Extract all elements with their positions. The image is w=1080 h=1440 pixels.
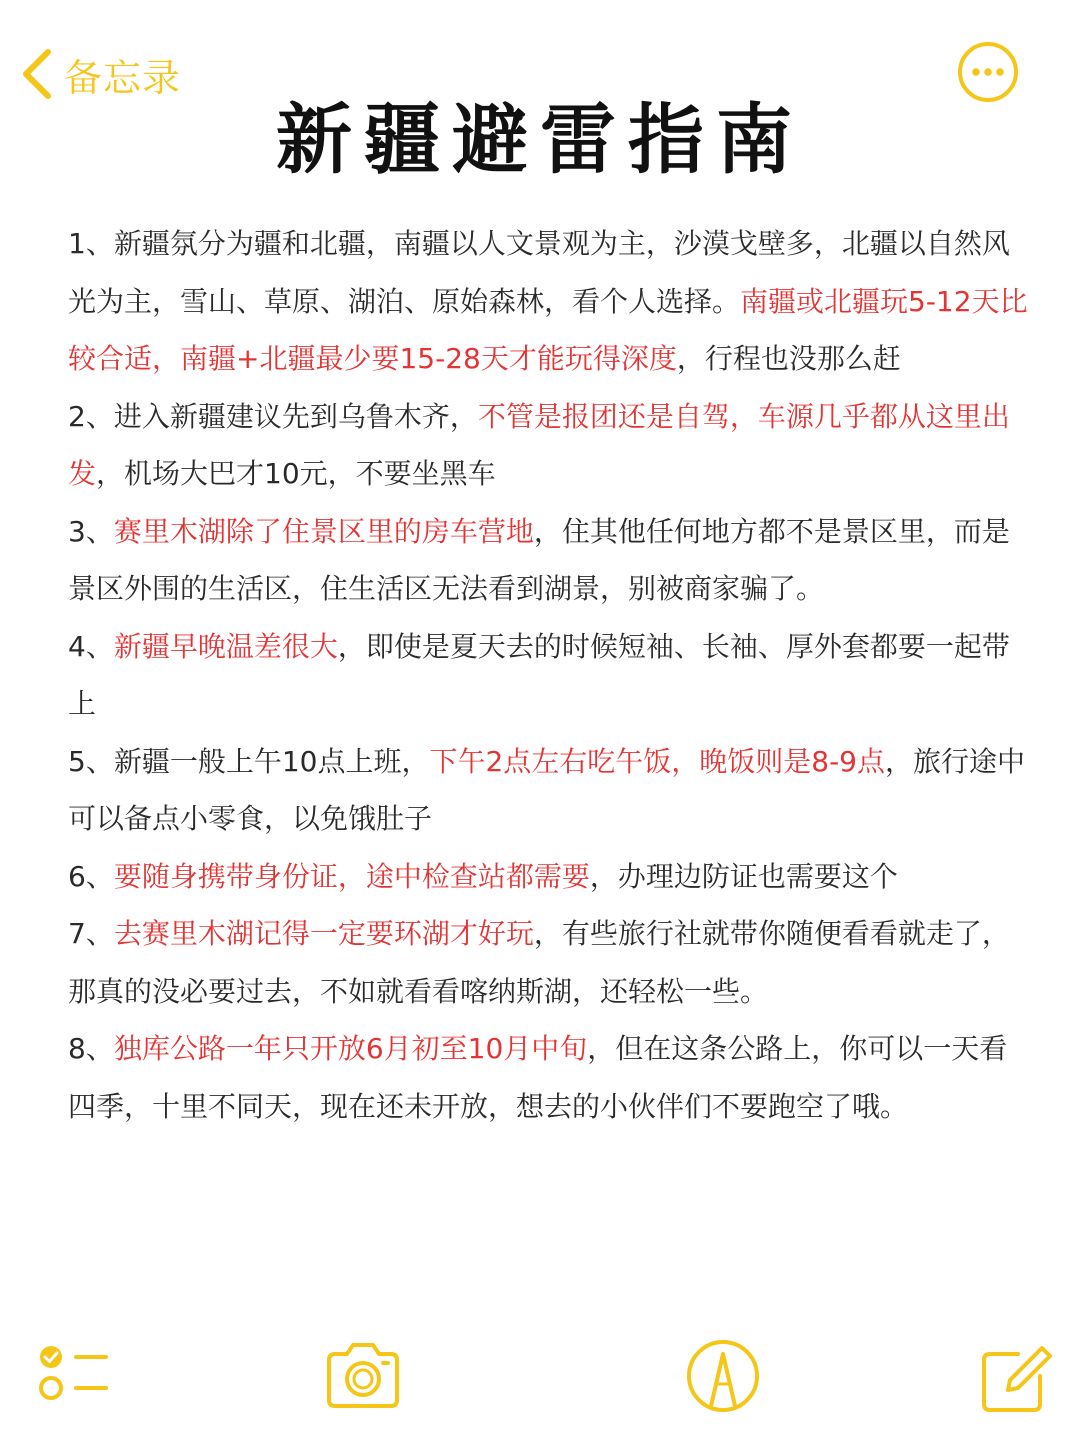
- camera-button[interactable]: [323, 1340, 403, 1410]
- body-text: ，有些旅行社就带你随便看看就走了，那真的没必要过去，不如就看看喀纳斯湖，还轻松一些。: [68, 917, 1010, 1008]
- highlighted-text: 要随身携带身份证，途中检查站都需要: [113, 859, 590, 893]
- body-text: ，但在这条公路上，你可以一天看四季，十里不同天，现在还未开放，想去的小伙伴们不要跑空了哦。: [68, 1032, 1008, 1123]
- body-text: ，行程也没那么赶: [676, 342, 901, 375]
- highlighted-text: 新疆早晚温差很大: [113, 629, 338, 663]
- body-text: ，旅行途中可以备点小零食，以免饿肚子: [68, 744, 1026, 835]
- note-title: 新疆避雷指南: [276, 95, 804, 184]
- markup-button[interactable]: [685, 1338, 761, 1414]
- body-text: 5、新疆一般上午10点上班，: [68, 744, 430, 778]
- note-body[interactable]: [68, 215, 1028, 1135]
- body-text: 8、: [68, 1032, 114, 1065]
- body-text: 6、: [68, 859, 114, 893]
- highlighted-text: 不管是报团还是自驾，车源几乎都从这里出发: [68, 399, 1010, 490]
- body-text: ，即使是夏天去的时候短袖、长袖、厚外套都要一起带上: [68, 629, 1010, 720]
- highlighted-text: 赛里木湖除了住景区里的房车营地: [113, 514, 534, 548]
- body-text: 7、: [68, 917, 114, 950]
- checklist-icon: [36, 1342, 112, 1406]
- note-paragraph: [68, 503, 1028, 618]
- compose-icon: [978, 1340, 1054, 1416]
- bottom-toolbar: [0, 1330, 1080, 1430]
- compose-button[interactable]: [978, 1340, 1054, 1416]
- note-paragraph: [68, 618, 1028, 733]
- note-paragraph: [68, 905, 1028, 1020]
- back-label: 备忘录: [64, 55, 182, 100]
- highlighted-text: 独库公路一年只开放6月初至10月中旬: [113, 1032, 588, 1065]
- checklist-button[interactable]: [36, 1342, 112, 1406]
- top-navigation-bar: [0, 0, 1080, 110]
- camera-icon: [323, 1340, 403, 1410]
- body-text: ，办理边防证也需要这个: [589, 859, 898, 893]
- highlighted-text: 下午2点左右吃午饭，晚饭则是8-9点: [429, 744, 886, 778]
- note-paragraph: [68, 1020, 1028, 1135]
- body-text: ，机场大巴才10元，不要坐黑车: [96, 457, 496, 490]
- body-text: 2、进入新疆建议先到乌鲁木齐，: [68, 399, 478, 433]
- body-text: 1、新疆氛分为疆和北疆，南疆以人文景观为主，沙漠戈壁多，北疆以自然风光为主，雪山、草原、湖泊、原始森林，看个人选择。: [68, 227, 1010, 318]
- body-text: 4、: [68, 629, 114, 663]
- body-text: 3、: [68, 514, 114, 548]
- note-paragraph: [68, 388, 1028, 503]
- highlighted-text: 去赛里木湖记得一定要环湖才好玩: [113, 917, 534, 950]
- note-paragraph: [68, 848, 1028, 906]
- highlighted-text: 南疆或北疆玩5-12天比较合适，南疆+北疆最少要15-28天才能玩得深度: [68, 284, 1028, 375]
- body-text: ，住其他任何地方都不是景区里，而是景区外围的生活区，住生活区无法看到湖景，别被商家骗了。: [68, 514, 1010, 605]
- note-paragraph: [68, 215, 1028, 388]
- more-options-icon: [957, 41, 1019, 103]
- note-paragraph: [68, 733, 1028, 848]
- markup-pen-icon: [685, 1338, 761, 1414]
- more-options-button[interactable]: [957, 41, 1019, 103]
